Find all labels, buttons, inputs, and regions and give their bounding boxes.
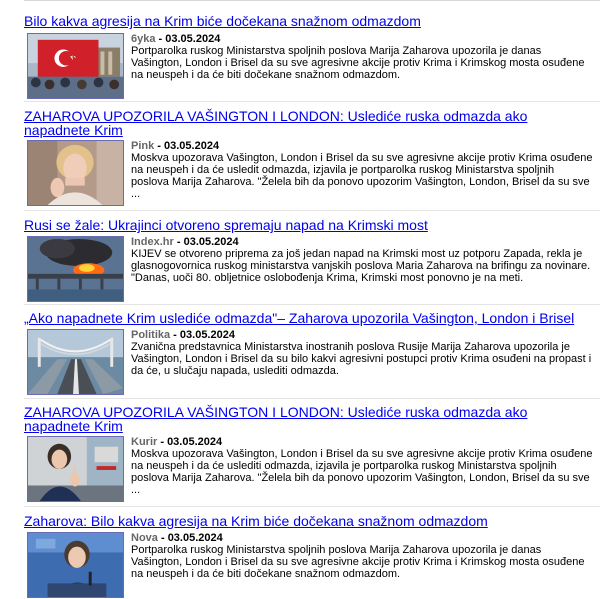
publish-date: 03.05.2024 [167,436,223,448]
article-snippet: Moskva upozorava Vašington, London i Brisel da su sve agresivne akcije protiv Krima osuđene na neuspeh i da će uslediti odmazda, izjavila je portparolka ruskog Ministarstva spoljnih poslova Marija Zaharova. "Želela bih da ponovo upozorim Vašington, London, Brisel da su sve ... [131,448,593,496]
source-name: 6yka [131,33,156,45]
burning-bridge-image-icon[interactable] [27,236,124,302]
publish-date: 03.05.2024 [165,33,221,45]
article-snippet: Portparolka ruskog Ministarstva spoljnih poslova Marija Zaharova upozorila je danas Vašington, London i Brisel da su sve agresivne akcije protiv Krima i Krimskog mosta osuđene na neuspeh i da će biti dočekane snažnom odmazdom. [131,544,585,580]
article-snippet: Portparolka ruskog Ministarstva spoljnih poslova Marija Zaharova upozorila je danas Vašington, London i Brisel da su sve agresivne akcije protiv Krima i Krimskog mosta osuđene na neuspeh i da će biti dočekane snažnom odmazdom. [131,45,585,81]
source-name: Nova [131,532,158,544]
publish-date: 03.05.2024 [164,140,220,152]
woman-press-briefing-image-icon[interactable] [27,532,124,598]
article-meta: Kurir - 03.05.2024 [131,436,223,448]
article-title-link[interactable]: Zaharova: Bilo kakva agresija na Krim biće dočekana snažnom odmazdom [24,513,488,529]
source-name: Politika [131,329,171,341]
article-divider [24,101,600,102]
article-meta: Pink - 03.05.2024 [131,140,220,152]
article-meta: Nova - 03.05.2024 [131,532,223,544]
top-divider [24,0,600,1]
article-divider [24,398,600,399]
bridge-road-image-icon[interactable] [27,329,124,395]
article-meta: Politika - 03.05.2024 [131,329,235,341]
article-snippet: KIJEV se otvoreno priprema za još jedan napad na Krimski most uz potporu Zapada, rekla je glasnogovornica ruskog ministarstva vanjskih poslova Maria Zaharova na brifingu za novinare. "Danas, uoči 80. obljetnice oslobođenja Krima, Krimski most ponovno je na meti. [131,248,591,284]
woman-portrait-image-icon[interactable] [27,140,124,206]
article-title-link[interactable]: ZAHAROVA UPOZORILA VAŠINGTON I LONDON: Uslediće ruska odmazda ako napadnete Krim [24,404,528,434]
source-name: Index.hr [131,236,174,248]
article-title-link[interactable]: Rusi se žale: Ukrajinci otvoreno spremaju napad na Krimski most [24,217,428,233]
article-title-link[interactable]: „Ako napadnete Krim uslediće odmazda"– Zaharova upozorila Vašington, London i Brisel [24,310,575,326]
article-meta: 6yka - 03.05.2024 [131,33,221,45]
flag-crowd-image-icon[interactable] [27,33,124,99]
article-title-link[interactable]: ZAHAROVA UPOZORILA VAŠINGTON I LONDON: Uslediće ruska odmazda ako napadnete Krim [24,108,528,138]
woman-speaking-image-icon[interactable] [27,436,124,502]
source-name: Kurir [131,436,158,448]
publish-date: 03.05.2024 [167,532,223,544]
article-divider [24,506,600,507]
article-title-link[interactable]: Bilo kakva agresija na Krim biće dočekana snažnom odmazdom [24,13,421,29]
article-meta: Index.hr - 03.05.2024 [131,236,239,248]
article-snippet: Moskva upozorava Vašington, London i Brisel da su sve agresivne akcije protiv Krima osuđene na neuspeh i da će usledit odmazda, izjavila je portparolka ruskog Ministarstva spoljnih poslova Marija Zaharova. "Želela bih da ponovo upozorim Vašington, London, Brisel da su sve ... [131,152,593,200]
source-name: Pink [131,140,155,152]
article-divider [24,210,600,211]
publish-date: 03.05.2024 [183,236,239,248]
publish-date: 03.05.2024 [179,329,235,341]
article-snippet: Zvanična predstavnica Ministarstva inostranih poslova Rusije Marija Zaharova upozorila je Vašington, London i Brisel da su bilo kakvi agresivni postupci protiv Krima osuđeni na propast i da će, u slučaju napada, uslediti odmazda. [131,341,592,377]
article-divider [24,304,600,305]
